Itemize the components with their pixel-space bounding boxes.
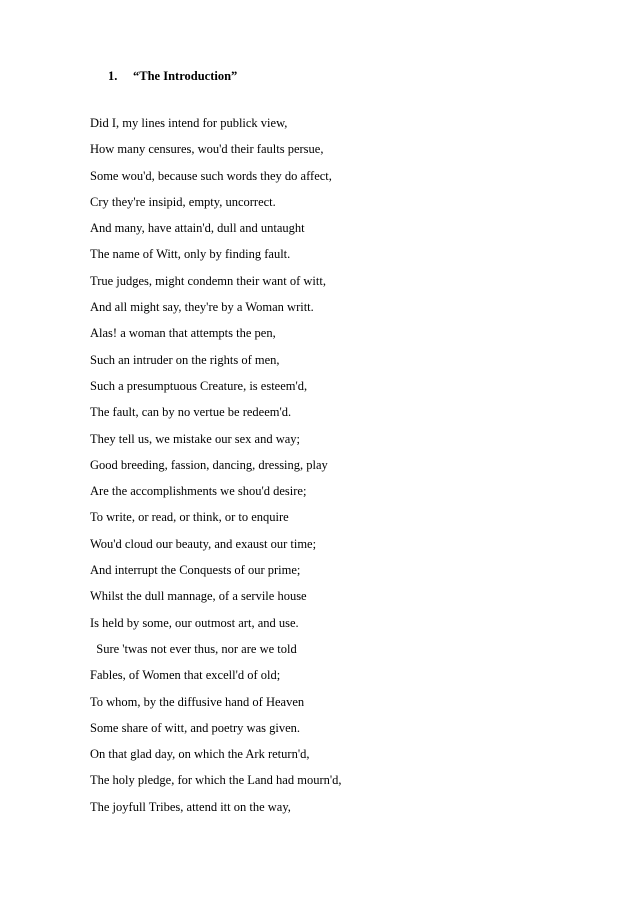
poem-line: Sure 'twas not ever thus, nor are we told (90, 641, 297, 656)
poem-line: To whom, by the diffusive hand of Heaven (90, 694, 305, 709)
poem-line: And all might say, they're by a Woman writt. (90, 300, 314, 315)
poem-line: Some share of witt, and poetry was given. (90, 720, 301, 735)
poem-line: The fault, can by no vertue be redeem'd. (90, 405, 292, 420)
poem-line: Such an intruder on the rights of men, (90, 352, 280, 367)
poem-line: Fables, of Women that excell'd of old; (90, 668, 281, 683)
poem-line: The holy pledge, for which the Land had mourn'd, (90, 773, 342, 788)
poem-line: The joyfull Tribes, attend itt on the way, (90, 799, 291, 814)
section-number: 1. (108, 69, 118, 83)
poem-line: To write, or read, or think, or to enquire (90, 510, 289, 525)
poem-line: Whilst the dull mannage, of a servile house (90, 589, 307, 604)
poem-line: Some wou'd, because such words they do affect, (90, 168, 332, 183)
poem-body (90, 110, 610, 820)
poem-line: The name of Witt, only by finding fault. (90, 247, 291, 262)
poem-line: Such a presumptuous Creature, is esteem'd, (90, 378, 308, 393)
poem-line: And interrupt the Conquests of our prime; (90, 563, 301, 578)
poem-line: On that glad day, on which the Ark return'd, (90, 747, 310, 762)
poem-line: True judges, might condemn their want of witt, (90, 273, 326, 288)
section-title: “The Introduction” (133, 69, 238, 83)
poem-line: Alas! a woman that attempts the pen, (90, 326, 276, 341)
poem-line: Wou'd cloud our beauty, and exaust our time; (90, 536, 317, 551)
poem-line: And many, have attain'd, dull and untaught (90, 221, 305, 236)
poem-line: Did I, my lines intend for publick view, (90, 116, 288, 130)
poem-line: Good breeding, fassion, dancing, dressing, play (90, 457, 328, 472)
poem-line: Cry they're insipid, empty, uncorrect. (90, 194, 276, 209)
poem-line: Are the accomplishments we shou'd desire; (90, 484, 307, 499)
poem-line: How many censures, wou'd their faults persue, (90, 142, 324, 157)
poem-line: They tell us, we mistake our sex and way; (90, 431, 301, 446)
poem-line: Is held by some, our outmost art, and use. (90, 615, 299, 630)
section-heading (108, 69, 237, 84)
